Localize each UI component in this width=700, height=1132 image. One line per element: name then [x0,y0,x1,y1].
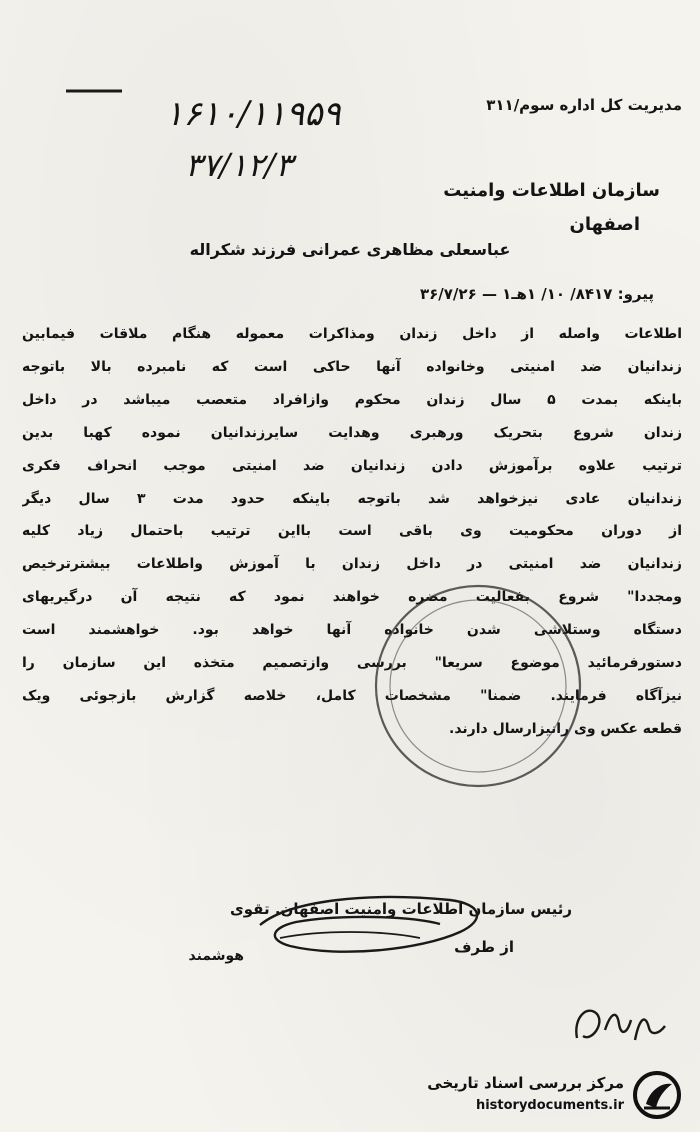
signature-name: هوشمند [188,948,244,964]
body-line: زندانیان عادی نیزخواهد شد باتوجه باینکه حدود مدت ۳ سال دیگر [22,490,682,507]
handwritten-date: ۳۷/۱۲/۳ [185,146,293,184]
body-line: ومجددا" شروع بفعالیت مضره خواهند نمود که نتیجه آن درگیریهای [22,589,682,606]
body-line: دستورفرمائید موضوع سریعا" بررسی وازتصمیم متخذه این سازمان را [22,655,682,672]
archive-logo-icon [632,1070,682,1120]
body-line: زندانیان ضد امنیتی در داخل زندان با آموزش واطلاعات بیشترترخیص [22,556,682,573]
subject-line: عباسعلی مظاهری عمرانی فرزند شکراله [189,240,511,259]
circular-stamp [370,578,586,794]
top-mark [64,86,124,96]
body-line: باینکه بمدت ۵ سال زندان محکوم وازافراد متعصب میباشد در داخل [22,391,682,408]
signature-scribble [250,880,490,970]
archive-name: مرکز بررسی اسناد تاریخی [427,1074,624,1092]
body-line: زندانیان ضد امنیتی وخانواده آنها حاکی است که نامبرده بالا باتوجه [22,358,682,375]
body-line: دستگاه وستلاشی شدن خانواده آنها خواهد بود. خواهشمند است [22,622,682,639]
signature-on-behalf: از طرف [454,938,514,956]
body-line: از دوران محکومیت وی باقی است بااین ترتیب باحتمال زیاد کلیه [22,523,682,540]
body-line: ترتیب علاوه برآموزش دادن زندانیان ضد امنیتی موجب انحراف فکری [22,457,682,474]
handwritten-number: ۱۶۱۰/۱۱۹۵۹ [165,94,341,134]
archive-website: historydocuments.ir [475,1098,624,1113]
office-heading: مدیریت کل اداره سوم/۳۱۱ [486,96,682,114]
body-line: قطعه عکس وی رانیزارسال دارند. [449,720,682,737]
body-line: زندان شروع بتحریک ورهبری وهدایت سایرزندانیان نموده کهبا بدین [22,424,682,441]
body-line: نیزآگاه فرمایند. ضمنا" مشخصات کامل، خلاصه گزارش بازجوئی ویک [22,687,682,704]
recipient-organization: سازمان اطلاعات وامنیت [443,180,660,201]
body-line: اطلاعات واصله از داخل زندان ومذاکرات معموله هنگام ملاقات فیمابین [22,326,682,342]
reference-line: پیرو: ۸۴۱۷/ ۱۰/ ۱هـ۱ — ۳۶/۷/۲۶ [419,285,654,303]
archive-footer [382,1070,682,1122]
recipient-city: اصفهان [569,214,640,235]
handwritten-initial [565,990,675,1060]
signature-title: رئیس سازمان اطلاعات وامنیت اصفهان. تقوی [230,900,572,918]
